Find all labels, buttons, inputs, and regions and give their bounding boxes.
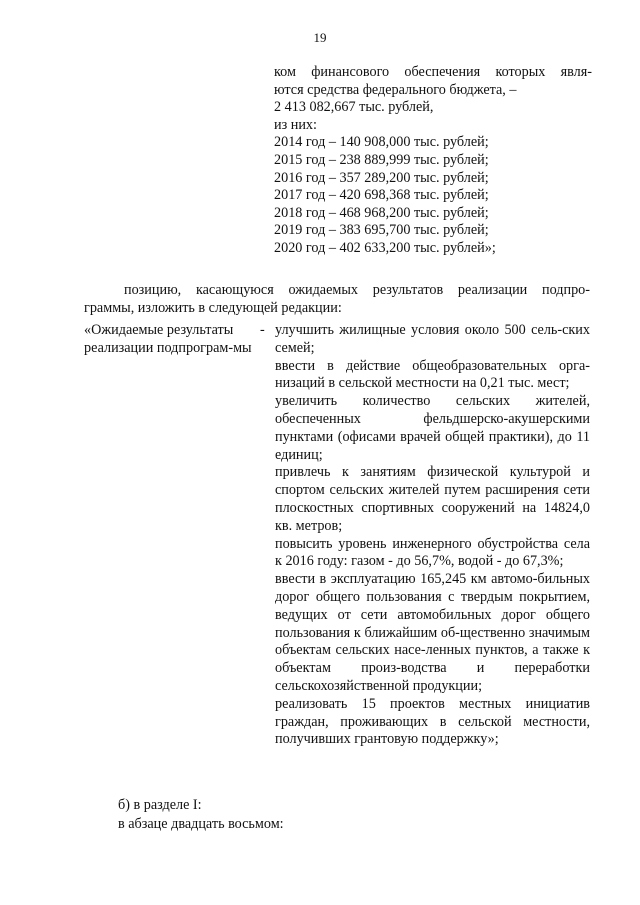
funding-line: 2014 год – 140 908,000 тыс. рублей;	[274, 134, 489, 151]
funding-line: из них:	[274, 116, 317, 133]
intro-paragraph	[84, 282, 590, 318]
result-item: улучшить жилищные условия около 500 сель-ских семей;	[275, 322, 590, 356]
funding-line: 2016 год – 357 289,200 тыс. рублей;	[274, 169, 489, 186]
intro-line: граммы, изложить в следующей редакции:	[84, 299, 342, 316]
funding-line: 2015 год – 238 889,999 тыс. рублей;	[274, 151, 489, 168]
section-note	[118, 796, 284, 834]
result-item: привлечь к занятиям физической культурой и спортом сельских жителей путем расширения сети плоскостных спортивных сооружений на 14824,0 кв. метров;	[275, 464, 590, 534]
funding-line: 2018 год – 468 968,200 тыс. рублей;	[274, 204, 489, 221]
section-line: в абзаце двадцать восьмом:	[118, 816, 284, 832]
funding-line: ются средства федерального бюджета, –	[274, 81, 517, 98]
intro-line: позицию, касающуюся ожидаемых результатов реализации подпро-	[124, 282, 590, 298]
results-items	[275, 322, 590, 749]
page-number: 19	[313, 30, 327, 45]
result-item: реализовать 15 проектов местных инициатив граждан, проживающих в сельской местности, получивших грантовую поддержку»;	[275, 695, 590, 748]
results-label: «Ожидаемые результаты реализации подпрограм-мы	[84, 322, 252, 356]
result-item: ввести в эксплуатацию 165,245 км автомо-бильных дорог общего пользования с твердым покрытием, ведущих от сети автомобильных дорог общего пользования к ближайшим об-щественно значимым объектам сельских насе-ленных пунктов, а также к объектам произ-водства и переработки сельскохозяйственной продукции;	[275, 571, 590, 694]
section-line: б) в разделе I:	[118, 797, 202, 813]
result-item: ввести в действие общеобразовательных орга-низаций в сельской местности на 0,21 тыс. мест;	[275, 357, 590, 392]
result-item: увеличить количество сельских жителей, обеспеченных фельдшерско-акушерскими пунктами (офисами врачей общей практики), до 11 единиц;	[275, 393, 590, 463]
results-dash: -	[260, 322, 265, 338]
funding-line: 2017 год – 420 698,368 тыс. рублей;	[274, 187, 489, 204]
funding-line: 2020 год – 402 633,200 тыс. рублей»;	[274, 239, 496, 256]
funding-line: 2019 год – 383 695,700 тыс. рублей;	[274, 222, 489, 239]
funding-block	[274, 64, 592, 258]
result-item: повысить уровень инженерного обустройства села к 2016 году: газом - до 56,7%, водой - до 67,3%;	[275, 535, 590, 570]
funding-line: ком финансового обеспечения которых явля-	[274, 64, 592, 80]
funding-line: 2 413 082,667 тыс. рублей,	[274, 99, 434, 116]
